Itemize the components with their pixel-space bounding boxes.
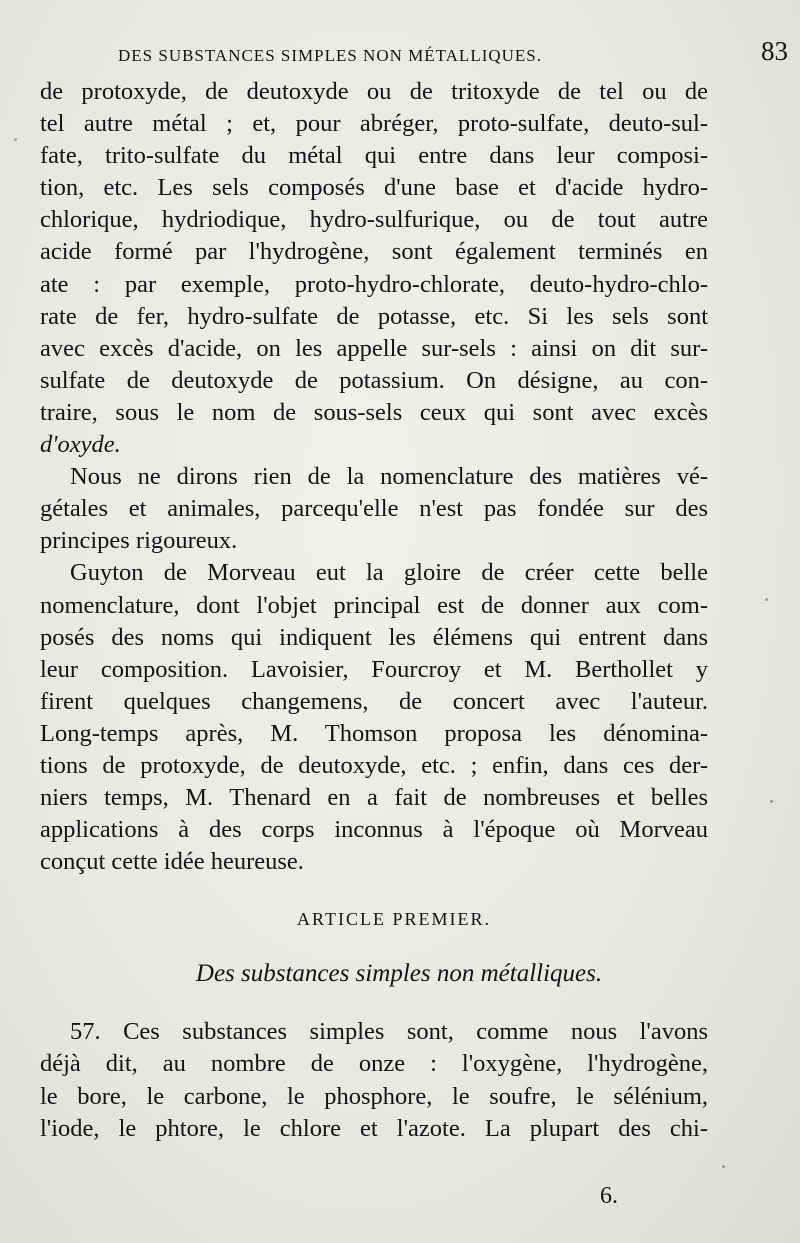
text-line: rate de fer, hydro-sulfate de potasse, etc. Si les sels sont: [40, 302, 708, 330]
paragraph-guyton-de-morveau: [40, 557, 708, 878]
article-heading: ARTICLE PREMIER.: [297, 909, 491, 930]
text-line: traire, sous le nom de sous-sels ceux qui sont avec excès: [40, 398, 708, 426]
print-speck: [14, 138, 17, 141]
text-line: fate, trito-sulfate du métal qui entre dans leur composi-: [40, 142, 708, 170]
text-line: avec excès d'acide, on les appelle sur-sels : ainsi on dit sur-: [40, 334, 708, 362]
text-line: Nous ne dirons rien de la nomenclature des matières vé-: [70, 463, 708, 491]
paragraph-vegetable-animal: [40, 461, 708, 557]
text-line: principes rigoureux.: [40, 527, 238, 555]
text-line: firent quelques changemens, de concert avec l'auteur.: [40, 687, 708, 715]
print-speck: [765, 598, 768, 601]
text-line: tion, etc. Les sels composés d'une base et d'acide hydro-: [40, 174, 708, 202]
text-line: gétales et animales, parcequ'elle n'est pas fondée sur des: [40, 495, 708, 523]
section-title: Des substances simples non métalliques.: [195, 960, 603, 988]
print-speck: [770, 800, 773, 803]
text-line: applications à des corps inconnus à l'époque où Morveau: [40, 816, 708, 844]
text-line: 57. Ces substances simples sont, comme nous l'avons: [70, 1018, 708, 1046]
text-line: leur composition. Lavoisier, Fourcroy et M. Berthollet y: [40, 655, 708, 683]
text-line: conçut cette idée heureuse.: [40, 848, 304, 876]
text-line: acide formé par l'hydrogène, sont également terminés en: [40, 238, 708, 266]
text-line: le bore, le carbone, le phosphore, le soufre, le sélénium,: [40, 1082, 708, 1110]
text-line: tel autre métal ; et, pour abréger, proto-sulfate, deuto-sul-: [40, 110, 708, 138]
text-line: d'oxyde.: [40, 431, 121, 459]
text-line: Long-temps après, M. Thomson proposa les dénomina-: [40, 719, 708, 747]
text-line: ate : par exemple, proto-hydro-chlorate, deuto-hydro-chlo-: [40, 270, 708, 298]
text-line: niers temps, M. Thenard en a fait de nombreuses et belles: [40, 784, 708, 812]
page-number: 83: [761, 36, 788, 66]
text-line: posés des noms qui indiquent les élémens qui entrent dans: [40, 623, 708, 651]
paragraph-nomenclature-salts: [40, 76, 708, 461]
signature-mark: 6.: [600, 1183, 618, 1209]
body-text: [40, 76, 708, 1145]
text-line: l'iode, le phtore, le chlore et l'azote. La plupart des chi-: [40, 1114, 708, 1142]
text-line: nomenclature, dont l'objet principal est de donner aux com-: [40, 591, 708, 619]
text-line: sulfate de deutoxyde de potassium. On désigne, au con-: [40, 366, 708, 394]
print-speck: [722, 1165, 725, 1168]
text-line: chlorique, hydriodique, hydro-sulfurique, ou de tout autre: [40, 206, 708, 234]
paragraph-57: [40, 1016, 708, 1144]
text-line: déjà dit, au nombre de onze : l'oxygène, l'hydrogène,: [40, 1050, 708, 1078]
text-line: Guyton de Morveau eut la gloire de créer cette belle: [70, 559, 708, 587]
text-line: tions de protoxyde, de deutoxyde, etc. ; enfin, dans ces der-: [40, 751, 708, 779]
running-title: DES SUBSTANCES SIMPLES NON MÉTALLIQUES.: [118, 46, 543, 65]
text-line: de protoxyde, de deutoxyde ou de tritoxyde de tel ou de: [40, 78, 708, 105]
running-head: [40, 36, 788, 76]
